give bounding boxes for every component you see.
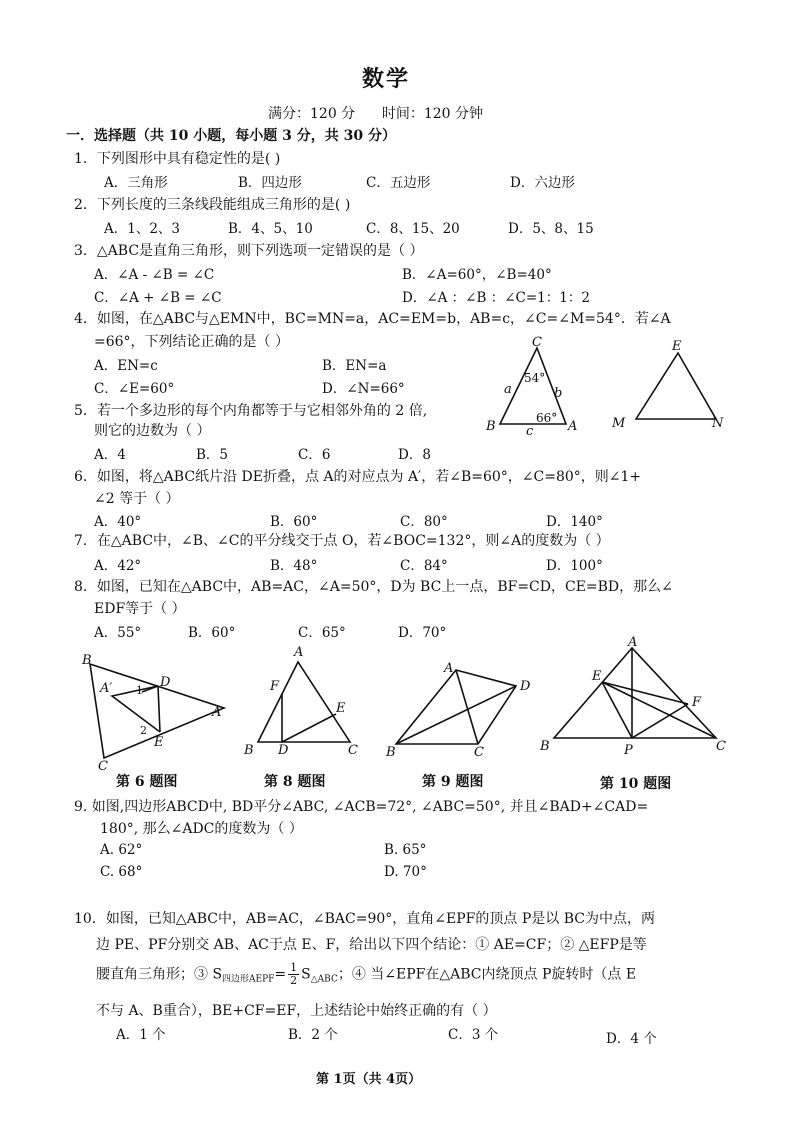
question-8-stem-line2: EDF等于（ ） bbox=[94, 601, 186, 617]
q10-area-s: S bbox=[301, 966, 311, 983]
fig9-label-a: A bbox=[444, 661, 454, 676]
section-heading: 一．选择题（共 10 小题，每小题 3 分，共 30 分） bbox=[66, 128, 396, 144]
fig10-label-e: E bbox=[592, 669, 602, 684]
q10-equals: = bbox=[274, 966, 287, 983]
question-1-option-c: C．五边形 bbox=[366, 175, 431, 191]
fig4-label-m: M bbox=[612, 416, 626, 431]
fig4-angle-c: 54° bbox=[524, 371, 546, 385]
question-5-option-c: C．6 bbox=[298, 447, 331, 463]
page-title: 数学 bbox=[362, 66, 411, 92]
fig8-line-de bbox=[282, 714, 336, 742]
question-10-stem-line4: 不与 A、B重合），BE+CF=EF，上述结论中始终正确的有（ ） bbox=[96, 1003, 497, 1019]
q10-fraction-denominator: 2 bbox=[290, 974, 298, 987]
question-3-option-c: C．∠A + ∠B = ∠C bbox=[94, 290, 222, 306]
q4-triangle-emn-figure bbox=[608, 335, 738, 435]
question-1-stem: 1．下列图形中具有稳定性的是( ) bbox=[74, 151, 281, 167]
question-7-option-a: A．42° bbox=[94, 558, 142, 574]
fig6-angle-1: 1 bbox=[136, 684, 143, 697]
question-4-stem-line1: 4．如图，在△ABC与△EMN中，BC=MN=a，AC=EM=b，AB=c，∠C=∠M=54°．若∠A bbox=[74, 311, 671, 327]
question-3-option-a: A．∠A - ∠B = ∠C bbox=[94, 267, 215, 283]
fig9-label-b: B bbox=[386, 745, 396, 760]
fig10-label-p: P bbox=[624, 743, 633, 758]
page-footer: 第 1页（共 4页） bbox=[316, 1072, 422, 1087]
question-3-option-b: B．∠A=60°，∠B=40° bbox=[402, 267, 552, 283]
question-3-stem: 3．△ABC是直角三角形，则下列选项一定错误的是（ ） bbox=[74, 243, 424, 259]
question-10-option-d: D．4 个 bbox=[606, 1031, 657, 1047]
question-10-option-c: C．3 个 bbox=[448, 1027, 499, 1043]
figure-6-caption: 第 6 题图 bbox=[116, 774, 178, 790]
question-9-option-a: A. 62° bbox=[100, 842, 143, 858]
question-6-stem-line1: 6．如图，将△ABC纸片沿 DE折叠，点 A的对应点为 A′，若∠B=60°，∠C=80°，则∠1+ bbox=[74, 469, 642, 485]
question-5-stem-line1: 5．若一个多边形的每个内角都等于与它相邻外角的 2 倍, bbox=[74, 403, 428, 419]
fig10-line-pe bbox=[602, 682, 632, 738]
question-2-option-d: D．5、8、15 bbox=[508, 221, 594, 237]
q10-fraction bbox=[288, 962, 299, 987]
fig4-side-a: a bbox=[504, 382, 512, 397]
question-10-stem-line1: 10．如图，已知△ABC中，AB=AC，∠BAC=90°，直角∠EPF的顶点 P是以 BC为中点，两 bbox=[74, 911, 655, 927]
fig6-fold-line bbox=[158, 686, 160, 732]
question-10-option-b: B．2 个 bbox=[288, 1027, 338, 1043]
figure-8 bbox=[238, 640, 378, 760]
question-8-option-a: A．55° bbox=[94, 625, 142, 641]
question-6-option-b: B．60° bbox=[270, 514, 318, 530]
question-7-option-d: D．100° bbox=[546, 558, 603, 574]
fig6-label-a-prime: A′ bbox=[100, 681, 113, 696]
question-5-option-a: A．4 bbox=[94, 447, 126, 463]
question-10-stem-line3 bbox=[96, 962, 636, 987]
fig4-label-c: C bbox=[532, 335, 542, 350]
question-7-option-b: B．48° bbox=[270, 558, 318, 574]
fig10-line-ec bbox=[602, 682, 716, 738]
fig9-label-d: D bbox=[520, 679, 531, 694]
score-time-line: 满分：120 分 时间：120 分钟 bbox=[268, 106, 484, 122]
fig4-label-n: N bbox=[712, 416, 724, 431]
fig6-label-e: E bbox=[154, 735, 164, 750]
fig10-triangle bbox=[554, 648, 716, 738]
question-1-option-d: D．六边形 bbox=[510, 175, 575, 191]
figure-6 bbox=[76, 650, 236, 774]
question-4-stem-line2: =66°，下列结论正确的是（ ） bbox=[94, 334, 289, 350]
question-2-option-c: C．8、15、20 bbox=[366, 221, 460, 237]
question-10-option-a: A．1 个 bbox=[116, 1027, 166, 1043]
fig8-label-e: E bbox=[336, 701, 346, 716]
fig10-label-b: B bbox=[540, 739, 550, 754]
fig8-label-d: D bbox=[278, 743, 289, 758]
fig10-line-ef bbox=[602, 682, 688, 704]
fig4-side-c: c bbox=[526, 424, 534, 439]
fig10-label-f: F bbox=[692, 695, 702, 710]
fig9-label-c: C bbox=[474, 745, 484, 760]
fig8-label-b: B bbox=[244, 743, 254, 758]
question-6-stem-line2: ∠2 等于（ ） bbox=[94, 491, 180, 507]
q4-triangle-abc-figure bbox=[480, 335, 600, 439]
question-1-option-b: B．四边形 bbox=[238, 175, 302, 191]
question-8-stem-line1: 8．如图，已知在△ABC中，AB=AC，∠A=50°，D为 BC上一点，BF=CD，CE=BD，那么∠ bbox=[74, 579, 673, 595]
q10-line3-post: ；④ 当∠EPF在△ABC内绕顶点 P旋转时（点 E bbox=[337, 966, 637, 983]
question-4-option-c: C．∠E=60° bbox=[94, 381, 175, 397]
question-4-option-b: B．EN=a bbox=[322, 358, 387, 374]
question-5-stem-line2: 则它的边数为（ ） bbox=[94, 423, 211, 439]
triangle-emn bbox=[636, 353, 716, 419]
question-9-stem-line1: 9. 如图,四边形ABCD中, BD平分∠ABC, ∠ACB=72°, ∠ABC=50°, 并且∠BAD+∠CAD= bbox=[74, 799, 649, 815]
question-7-option-c: C．84° bbox=[400, 558, 448, 574]
question-2-stem: 2．下列长度的三条线段能组成三角形的是( ) bbox=[74, 197, 351, 213]
fig4-label-e: E bbox=[672, 339, 682, 354]
figure-10-caption: 第 10 题图 bbox=[600, 776, 672, 792]
fig9-quadrilateral bbox=[396, 670, 516, 744]
fig4-angle-a: 66° bbox=[536, 411, 558, 425]
figure-10 bbox=[536, 632, 736, 762]
q10-line3-pre: 腰直角三角形；③ S bbox=[96, 966, 223, 983]
question-9-option-c: C. 68° bbox=[100, 864, 143, 880]
fig9-diagonal-ac bbox=[456, 670, 478, 744]
fig6-angle-2: 2 bbox=[140, 724, 147, 737]
question-8-option-c: C．65° bbox=[298, 625, 346, 641]
q10-sub-triangle: △ABC bbox=[310, 974, 338, 985]
figure-9 bbox=[386, 654, 546, 774]
question-9-stem-line2: 180°, 那么∠ADC的度数为（ ） bbox=[100, 821, 303, 837]
fig6-label-b: B bbox=[82, 653, 92, 668]
question-8-option-d: D．70° bbox=[398, 625, 447, 641]
fig8-label-f: F bbox=[270, 679, 280, 694]
fig8-label-c: C bbox=[348, 743, 358, 758]
question-3-option-d: D．∠A ：∠B ：∠C=1：1：2 bbox=[402, 290, 590, 306]
q10-fraction-numerator: 1 bbox=[290, 961, 298, 974]
fig10-label-c: C bbox=[716, 739, 726, 754]
fig6-label-c: C bbox=[98, 759, 108, 774]
question-7-stem: 7．在△ABC中，∠B、∠C的平分线交于点 O，若∠BOC=132°，则∠A的度数为（ ） bbox=[74, 533, 610, 549]
question-6-option-c: C．80° bbox=[400, 514, 448, 530]
question-5-option-d: D．8 bbox=[398, 447, 431, 463]
question-6-option-d: D．140° bbox=[546, 514, 603, 530]
fig4-label-b: B bbox=[486, 419, 496, 434]
figure-9-caption: 第 9 题图 bbox=[422, 774, 484, 790]
fig6-label-d: D bbox=[160, 675, 171, 690]
question-8-option-b: B．60° bbox=[188, 625, 236, 641]
question-2-option-b: B．4、5、10 bbox=[228, 221, 313, 237]
fig4-label-a: A bbox=[568, 419, 578, 434]
fig4-side-b: b bbox=[554, 386, 563, 401]
question-1-option-a: A．三角形 bbox=[104, 175, 168, 191]
q10-sub-quadrilateral: 四边形AEPF bbox=[222, 974, 275, 985]
question-5-option-b: B．5 bbox=[196, 447, 229, 463]
question-4-option-d: D．∠N=66° bbox=[322, 381, 405, 397]
fig10-label-a: A bbox=[628, 635, 638, 650]
question-9-option-b: B. 65° bbox=[384, 842, 427, 858]
figure-8-caption: 第 8 题图 bbox=[264, 774, 326, 790]
question-10-stem-line2: 边 PE、PF分别交 AB、AC于点 E、F，给出以下四个结论：① AE=CF；② △EFP是等 bbox=[96, 937, 647, 953]
fig9-diagonal-bd bbox=[396, 686, 516, 744]
question-2-option-a: A．1、2、3 bbox=[104, 221, 181, 237]
question-9-option-d: D. 70° bbox=[384, 864, 427, 880]
question-4-option-a: A．EN=c bbox=[94, 358, 158, 374]
fig6-label-a: A bbox=[212, 705, 222, 720]
fig8-label-a: A bbox=[294, 645, 304, 660]
question-6-option-a: A．40° bbox=[94, 514, 142, 530]
